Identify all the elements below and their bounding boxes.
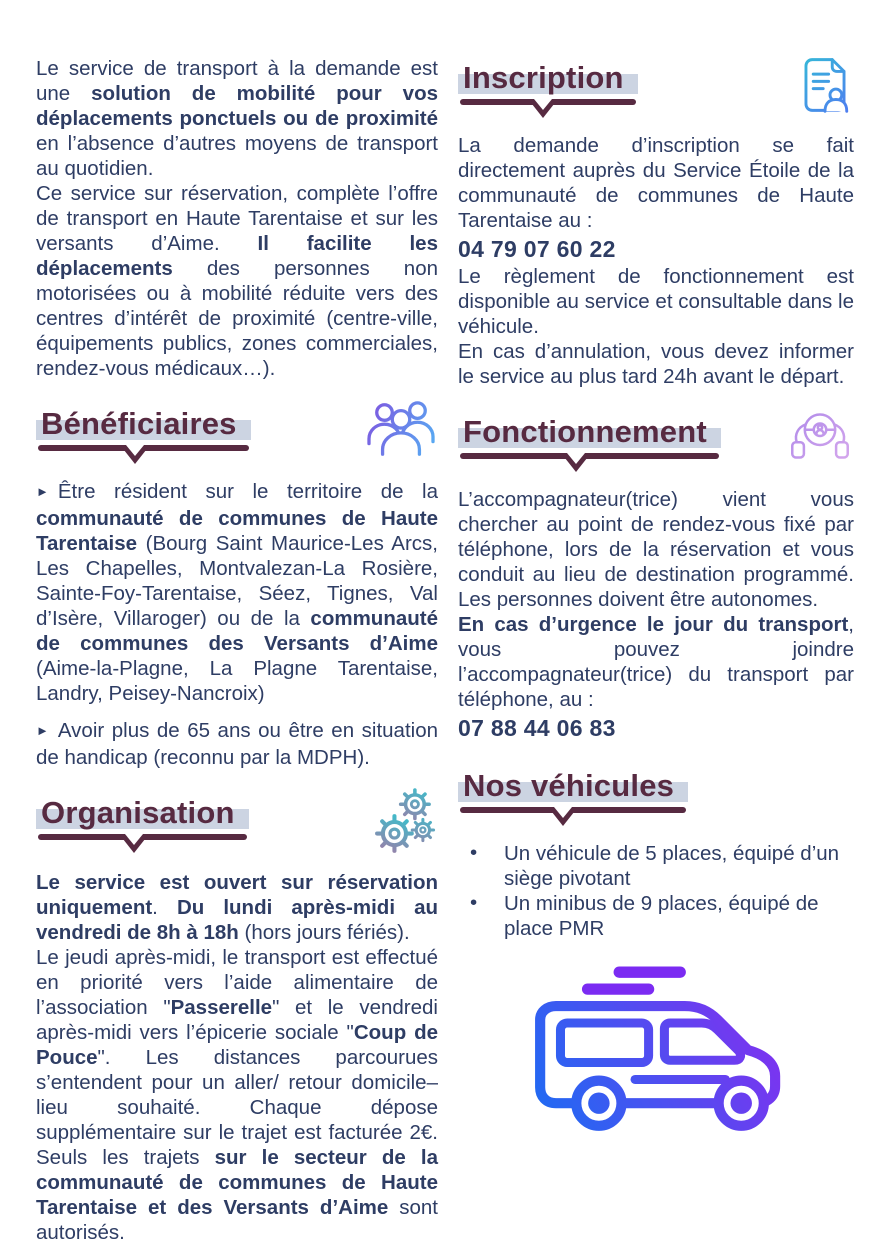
section-header xyxy=(458,60,854,120)
bold-text-run: Passerelle xyxy=(170,996,273,1019)
document-user-icon xyxy=(796,52,854,118)
bold-text-run: communauté de communes de Haute Tarentaise xyxy=(36,507,438,555)
text-run: L’accompagnateur(trice) vient vous chercher au point de rendez-vous fixé par téléphone, lors de la réservation et vous conduit au lieu de destination programmé. Les personnes doivent être autonomes. xyxy=(458,488,854,611)
right-column xyxy=(458,56,854,1245)
section-header xyxy=(36,795,438,857)
section-fonctionnement xyxy=(458,414,854,743)
bullet-marker: • xyxy=(470,841,478,864)
section-header xyxy=(36,406,438,466)
paragraph xyxy=(36,945,438,1245)
text-run: (Bourg Saint Maurice-Les Arcs, Les Chapelles, Montvalezan-La Rosière, Sainte-Foy-Tarentaise, Séez, Tignes, Val d’Isère, Villaroger) ou de la xyxy=(36,532,438,630)
text-run: Avoir plus de 65 ans ou être en situation de handicap (reconnu par la MDPH). xyxy=(36,719,438,769)
section-vehicules xyxy=(458,768,854,1144)
list-item xyxy=(36,718,438,770)
text-run: , vous pouvez joindre l’accompagnateur(trice) du transport par téléphone, au : xyxy=(458,613,854,711)
bold-text-run: communauté de communes des Versants d’Aime xyxy=(36,607,438,655)
paragraph xyxy=(458,487,854,612)
paragraph xyxy=(36,181,438,381)
paragraph xyxy=(458,264,854,339)
text-run: Ce service sur réservation, complète l’offre de transport en Haute Tarentaise et sur les versants d’Aime. xyxy=(36,182,438,255)
section-title: Bénéficiaires xyxy=(36,406,251,442)
text-run: des personnes non motorisées ou à mobilité réduite vers des centres d’intérêt de proximité (centre-ville, équipements publics, zones commerciales, rendez-vous médicaux…). xyxy=(36,257,438,380)
van-icon xyxy=(504,963,809,1144)
steering-wheel-hands-icon xyxy=(786,406,854,466)
heading-underline xyxy=(458,453,721,474)
heading-underline xyxy=(458,807,688,828)
phone-number xyxy=(458,713,854,743)
paragraph xyxy=(458,133,854,233)
section-body xyxy=(36,479,438,770)
paragraph xyxy=(458,612,854,712)
heading-underline xyxy=(458,99,638,120)
bold-text-run: Il facilite les déplacements xyxy=(36,232,438,280)
bullet-marker: ► xyxy=(36,723,49,738)
section-organisation xyxy=(36,795,438,1245)
section-body xyxy=(458,841,854,941)
section-title: Inscription xyxy=(458,60,638,96)
bold-text-run: sur le secteur de la communauté de communes de Haute Tarentaise et des Versants d’Aime xyxy=(36,1146,438,1219)
text-run: (Aime-la-Plagne, La Plagne Tarentaise, Landry, Peisey-Nancroix) xyxy=(36,657,438,705)
text-run: " et le vendredi après-midi vers l’épicerie sociale " xyxy=(36,996,438,1044)
van-illustration xyxy=(458,963,854,1144)
phone-number xyxy=(458,234,854,264)
gears-icon xyxy=(374,787,438,857)
list-item xyxy=(36,479,438,706)
section-beneficiaires xyxy=(36,406,438,770)
text-run: sont autorisés. xyxy=(36,1196,438,1244)
text-run: En cas d’annulation, vous devez informer le service au plus tard 24h avant le départ. xyxy=(458,340,854,388)
text-run: Le règlement de fonctionnement est disponible au service et consultable dans le véhicule. xyxy=(458,265,854,338)
bold-text-run: Coup de Pouce xyxy=(36,1021,438,1069)
bold-text-run: En cas d’urgence le jour du transport xyxy=(458,613,849,636)
section-title: Organisation xyxy=(36,795,249,831)
section-header xyxy=(458,768,854,828)
text-run: Être résident sur le territoire de la xyxy=(57,480,438,503)
text-run: Le jeudi après-midi, le transport est effectué en priorité vers l’aide alimentaire de l’association " xyxy=(36,946,438,1019)
text-run: Un véhicule de 5 places, équipé d’un siège pivotant xyxy=(504,842,840,890)
section-title: Nos véhicules xyxy=(458,768,688,804)
text-run: Le service de transport à la demande est une xyxy=(36,57,438,105)
list-item xyxy=(458,841,854,891)
section-body xyxy=(458,133,854,389)
bullet-marker: • xyxy=(470,891,478,914)
paragraph xyxy=(458,339,854,389)
bold-text-run: 04 79 07 60 22 xyxy=(458,236,616,262)
heading-underline xyxy=(36,834,249,855)
section-title: Fonctionnement xyxy=(458,414,721,450)
bullet-marker: ► xyxy=(36,484,49,499)
intro-text xyxy=(36,56,438,381)
text-run: (hors jours fériés). xyxy=(238,921,410,944)
people-group-icon xyxy=(364,398,438,462)
paragraph xyxy=(36,56,438,181)
paragraph xyxy=(36,870,438,945)
text-run: en l’absence d’autres moyens de transport au quotidien. xyxy=(36,132,438,180)
list-item xyxy=(458,891,854,941)
section-body xyxy=(36,870,438,1245)
bold-text-run: 07 88 44 06 83 xyxy=(458,715,616,741)
heading-underline xyxy=(36,445,251,466)
text-run: ". Les distances parcourues s’entendent pour un aller/ retour domicile–lieu souhaité. Chaque dépose supplémentaire sur le trajet est facturée 2€. Seuls les trajets xyxy=(36,1046,438,1169)
text-run: . xyxy=(152,896,177,919)
bold-text-run: Le service est ouvert sur réservation uniquement xyxy=(36,871,438,919)
text-run: La demande d’inscription se fait directement auprès du Service Étoile de la communauté de communes de Haute Tarentaise au : xyxy=(458,134,854,232)
section-inscription xyxy=(458,60,854,389)
bold-text-run: solution de mobilité pour vos déplacements ponctuels ou de proximité xyxy=(36,82,439,130)
left-column xyxy=(36,56,438,1245)
section-body xyxy=(458,487,854,743)
section-header xyxy=(458,414,854,474)
bold-text-run: Du lundi après-midi au vendredi de 8h à 18h xyxy=(36,896,438,944)
text-run: Un minibus de 9 places, équipé de place PMR xyxy=(504,892,819,940)
